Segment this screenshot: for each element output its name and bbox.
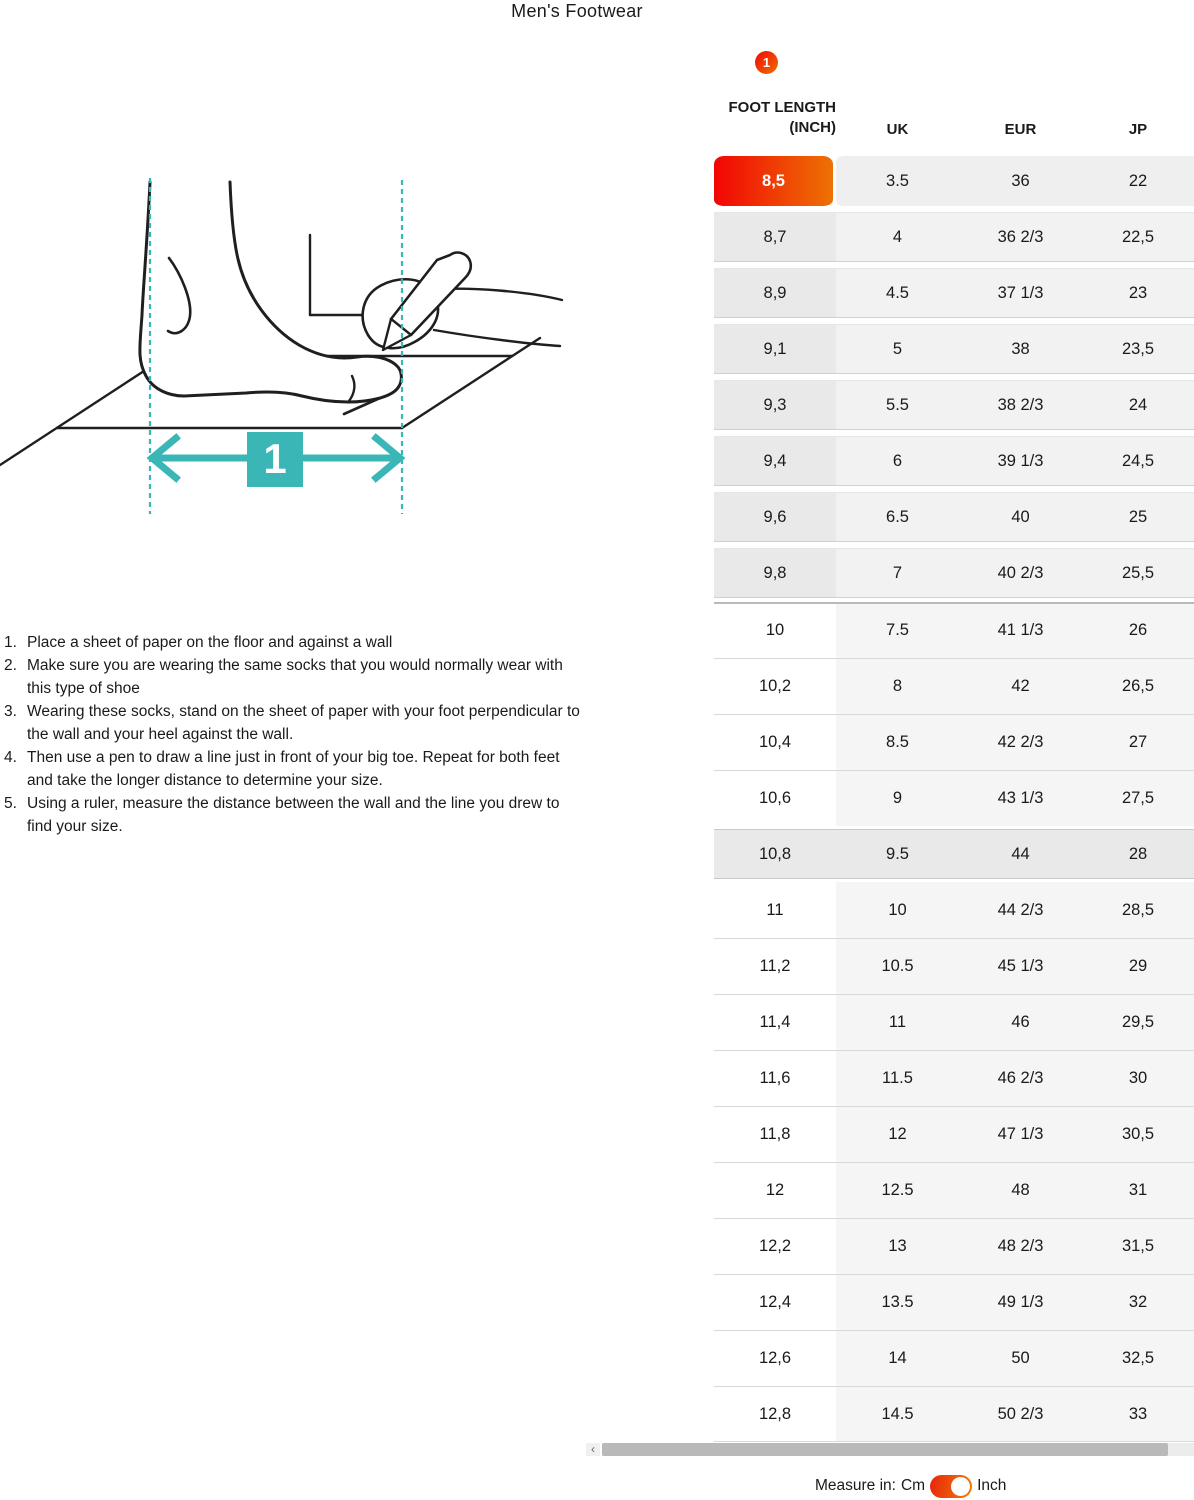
header-foot-length-line2: (INCH) bbox=[789, 119, 836, 136]
table-row-11-2 bbox=[714, 938, 1194, 994]
header-jp: JP bbox=[1128, 121, 1148, 138]
cell-uk: 11.5 bbox=[836, 1050, 959, 1106]
instructions-list bbox=[4, 631, 582, 838]
cell-uk: 5 bbox=[836, 322, 959, 378]
cell-jp: 25,5 bbox=[1082, 546, 1194, 602]
instruction-number: 1. bbox=[4, 634, 17, 651]
header-eur: EUR bbox=[1004, 121, 1037, 138]
wall-lines bbox=[310, 235, 366, 315]
instruction-number: 3. bbox=[4, 703, 17, 720]
table-row-12 bbox=[714, 1162, 1194, 1218]
cell-eur: 48 bbox=[959, 1162, 1082, 1218]
table-row-9-3 bbox=[714, 378, 1194, 434]
instruction-text: Make sure you are wearing the same socks that you would normally wear with this type of shoe bbox=[27, 657, 563, 697]
cell-uk: 8.5 bbox=[836, 714, 959, 770]
cell-eur: 47 1/3 bbox=[959, 1106, 1082, 1162]
cell-foot-length: 9,1 bbox=[714, 322, 836, 378]
measure-in-label: Measure in: bbox=[815, 1477, 896, 1494]
table-row-11-4 bbox=[714, 994, 1194, 1050]
table-row-8-9 bbox=[714, 266, 1194, 322]
cell-jp: 30 bbox=[1082, 1050, 1194, 1106]
cell-uk: 11 bbox=[836, 994, 959, 1050]
cell-uk: 10.5 bbox=[836, 938, 959, 994]
cell-eur: 44 bbox=[959, 826, 1082, 882]
table-row-9-6 bbox=[714, 490, 1194, 546]
cell-eur: 36 2/3 bbox=[959, 210, 1082, 266]
cell-eur: 41 1/3 bbox=[959, 602, 1082, 658]
instruction-text: Using a ruler, measure the distance between the wall and the line you drew to find your size. bbox=[27, 795, 560, 835]
cell-foot-length: 9,8 bbox=[714, 546, 836, 602]
cell-foot-length: 11,2 bbox=[714, 938, 836, 994]
header-foot-length bbox=[714, 90, 836, 141]
cell-jp: 22 bbox=[1082, 154, 1194, 210]
cell-uk: 12 bbox=[836, 1106, 959, 1162]
table-row-12-6 bbox=[714, 1330, 1194, 1386]
instruction-item bbox=[4, 631, 582, 654]
cell-eur: 40 2/3 bbox=[959, 546, 1082, 602]
cell-jp: 23,5 bbox=[1082, 322, 1194, 378]
cell-foot-length: 12 bbox=[714, 1162, 836, 1218]
cell-foot-length: 11 bbox=[714, 882, 836, 938]
cell-eur: 40 bbox=[959, 490, 1082, 546]
cell-foot-length: 10,6 bbox=[714, 770, 836, 826]
cell-uk: 10 bbox=[836, 882, 959, 938]
cell-jp: 23 bbox=[1082, 266, 1194, 322]
cell-eur: 38 2/3 bbox=[959, 378, 1082, 434]
cell-foot-length: 11,8 bbox=[714, 1106, 836, 1162]
cell-jp: 22,5 bbox=[1082, 210, 1194, 266]
cell-jp: 24 bbox=[1082, 378, 1194, 434]
cell-jp: 29 bbox=[1082, 938, 1194, 994]
instruction-number: 4. bbox=[4, 749, 17, 766]
table-header bbox=[714, 90, 1194, 141]
table-row-10-2 bbox=[714, 658, 1194, 714]
table-row-11-8 bbox=[714, 1106, 1194, 1162]
measure-unit-control bbox=[815, 1473, 1006, 1499]
cell-foot-length: 8,9 bbox=[714, 266, 836, 322]
cell-foot-length: 11,6 bbox=[714, 1050, 836, 1106]
table-row-10-4 bbox=[714, 714, 1194, 770]
cell-uk: 7.5 bbox=[836, 602, 959, 658]
foot-measurement-diagram bbox=[0, 160, 600, 520]
cell-jp: 25 bbox=[1082, 490, 1194, 546]
cell-uk: 5.5 bbox=[836, 378, 959, 434]
cell-foot-length: 9,6 bbox=[714, 490, 836, 546]
table-row-11-6 bbox=[714, 1050, 1194, 1106]
cell-eur: 46 bbox=[959, 994, 1082, 1050]
instruction-item bbox=[4, 654, 582, 700]
page-title: Men's Footwear bbox=[511, 1, 643, 21]
table-row-12-8 bbox=[714, 1386, 1194, 1442]
cell-jp: 31 bbox=[1082, 1162, 1194, 1218]
table-row-10 bbox=[714, 602, 1194, 658]
inch-label[interactable]: Inch bbox=[977, 1477, 1007, 1494]
cell-uk: 8 bbox=[836, 658, 959, 714]
cell-foot-length: 10,8 bbox=[714, 826, 836, 882]
scrollbar-thumb[interactable] bbox=[602, 1443, 1168, 1456]
cell-foot-length: 9,3 bbox=[714, 378, 836, 434]
table-scrollbar[interactable] bbox=[586, 1442, 1194, 1457]
cell-foot-length: 10,2 bbox=[714, 658, 836, 714]
cell-jp: 26,5 bbox=[1082, 658, 1194, 714]
cell-eur: 50 2/3 bbox=[959, 1386, 1082, 1442]
cell-eur: 45 1/3 bbox=[959, 938, 1082, 994]
instruction-item bbox=[4, 792, 582, 838]
cell-eur: 44 2/3 bbox=[959, 882, 1082, 938]
table-row-11 bbox=[714, 882, 1194, 938]
cell-jp: 33 bbox=[1082, 1386, 1194, 1442]
cell-eur: 37 1/3 bbox=[959, 266, 1082, 322]
header-foot-length-line1: FOOT LENGTH bbox=[728, 99, 836, 116]
cell-jp: 28 bbox=[1082, 826, 1194, 882]
cell-foot-length: 12,6 bbox=[714, 1330, 836, 1386]
table-row-12-4 bbox=[714, 1274, 1194, 1330]
cell-jp: 27,5 bbox=[1082, 770, 1194, 826]
cell-foot-length: 12,8 bbox=[714, 1386, 836, 1442]
cell-eur: 42 2/3 bbox=[959, 714, 1082, 770]
cell-foot-length: 10,4 bbox=[714, 714, 836, 770]
instruction-number: 5. bbox=[4, 795, 17, 812]
cell-uk: 6.5 bbox=[836, 490, 959, 546]
cell-jp: 32 bbox=[1082, 1274, 1194, 1330]
table-row-9-1 bbox=[714, 322, 1194, 378]
cell-eur: 36 bbox=[959, 154, 1082, 210]
table-row-10-6 bbox=[714, 770, 1194, 826]
cell-jp: 29,5 bbox=[1082, 994, 1194, 1050]
cell-uk: 13.5 bbox=[836, 1274, 959, 1330]
instruction-item bbox=[4, 746, 582, 792]
cm-label[interactable]: Cm bbox=[900, 1477, 926, 1494]
cell-jp: 26 bbox=[1082, 602, 1194, 658]
cell-jp: 24,5 bbox=[1082, 434, 1194, 490]
unit-toggle[interactable] bbox=[930, 1475, 972, 1498]
cell-uk: 14.5 bbox=[836, 1386, 959, 1442]
cell-eur: 38 bbox=[959, 322, 1082, 378]
cell-eur: 43 1/3 bbox=[959, 770, 1082, 826]
cell-jp: 28,5 bbox=[1082, 882, 1194, 938]
cell-uk: 13 bbox=[836, 1218, 959, 1274]
size-table-body bbox=[714, 154, 1194, 1442]
cell-foot-length: 8,5 bbox=[714, 154, 833, 210]
cell-uk: 6 bbox=[836, 434, 959, 490]
cell-jp: 30,5 bbox=[1082, 1106, 1194, 1162]
scrollbar-left-arrow-icon[interactable]: ‹ bbox=[586, 1443, 600, 1456]
header-uk: UK bbox=[886, 121, 909, 138]
cell-eur: 49 1/3 bbox=[959, 1274, 1082, 1330]
cell-jp: 31,5 bbox=[1082, 1218, 1194, 1274]
instruction-number: 2. bbox=[4, 657, 17, 674]
cell-jp: 27 bbox=[1082, 714, 1194, 770]
cell-eur: 46 2/3 bbox=[959, 1050, 1082, 1106]
foot-outline bbox=[140, 182, 402, 402]
cell-foot-length: 10 bbox=[714, 602, 836, 658]
cell-eur: 42 bbox=[959, 658, 1082, 714]
cell-uk: 7 bbox=[836, 546, 959, 602]
cell-uk: 3.5 bbox=[836, 154, 959, 210]
table-row-9-8 bbox=[714, 546, 1194, 602]
instruction-text: Then use a pen to draw a line just in front of your big toe. Repeat for both feet and take the longer distance to determine your size. bbox=[27, 749, 560, 789]
cell-eur: 39 1/3 bbox=[959, 434, 1082, 490]
table-row-12-2 bbox=[714, 1218, 1194, 1274]
table-row-10-8 bbox=[714, 826, 1194, 882]
arrow-label: 1 bbox=[263, 435, 287, 482]
table-row-8-5 bbox=[714, 154, 1194, 210]
instruction-text: Place a sheet of paper on the floor and against a wall bbox=[27, 634, 393, 651]
foot-length-badge: 1 bbox=[755, 51, 778, 74]
unit-toggle-knob[interactable] bbox=[951, 1477, 970, 1496]
instruction-item bbox=[4, 700, 582, 746]
cell-foot-length: 12,2 bbox=[714, 1218, 836, 1274]
table-row-9-4 bbox=[714, 434, 1194, 490]
cell-uk: 4 bbox=[836, 210, 959, 266]
instruction-text: Wearing these socks, stand on the sheet of paper with your foot perpendicular to the wall and your heel against the wall. bbox=[27, 703, 580, 743]
scrollbar-track[interactable] bbox=[602, 1443, 1194, 1456]
cell-eur: 50 bbox=[959, 1330, 1082, 1386]
cell-uk: 9 bbox=[836, 770, 959, 826]
table-row-8-7 bbox=[714, 210, 1194, 266]
cell-uk: 9.5 bbox=[836, 826, 959, 882]
cell-uk: 4.5 bbox=[836, 266, 959, 322]
cell-foot-length: 8,7 bbox=[714, 210, 836, 266]
cell-foot-length: 11,4 bbox=[714, 994, 836, 1050]
cell-jp: 32,5 bbox=[1082, 1330, 1194, 1386]
cell-uk: 12.5 bbox=[836, 1162, 959, 1218]
cell-foot-length: 12,4 bbox=[714, 1274, 836, 1330]
cell-uk: 14 bbox=[836, 1330, 959, 1386]
cell-eur: 48 2/3 bbox=[959, 1218, 1082, 1274]
cell-foot-length: 9,4 bbox=[714, 434, 836, 490]
